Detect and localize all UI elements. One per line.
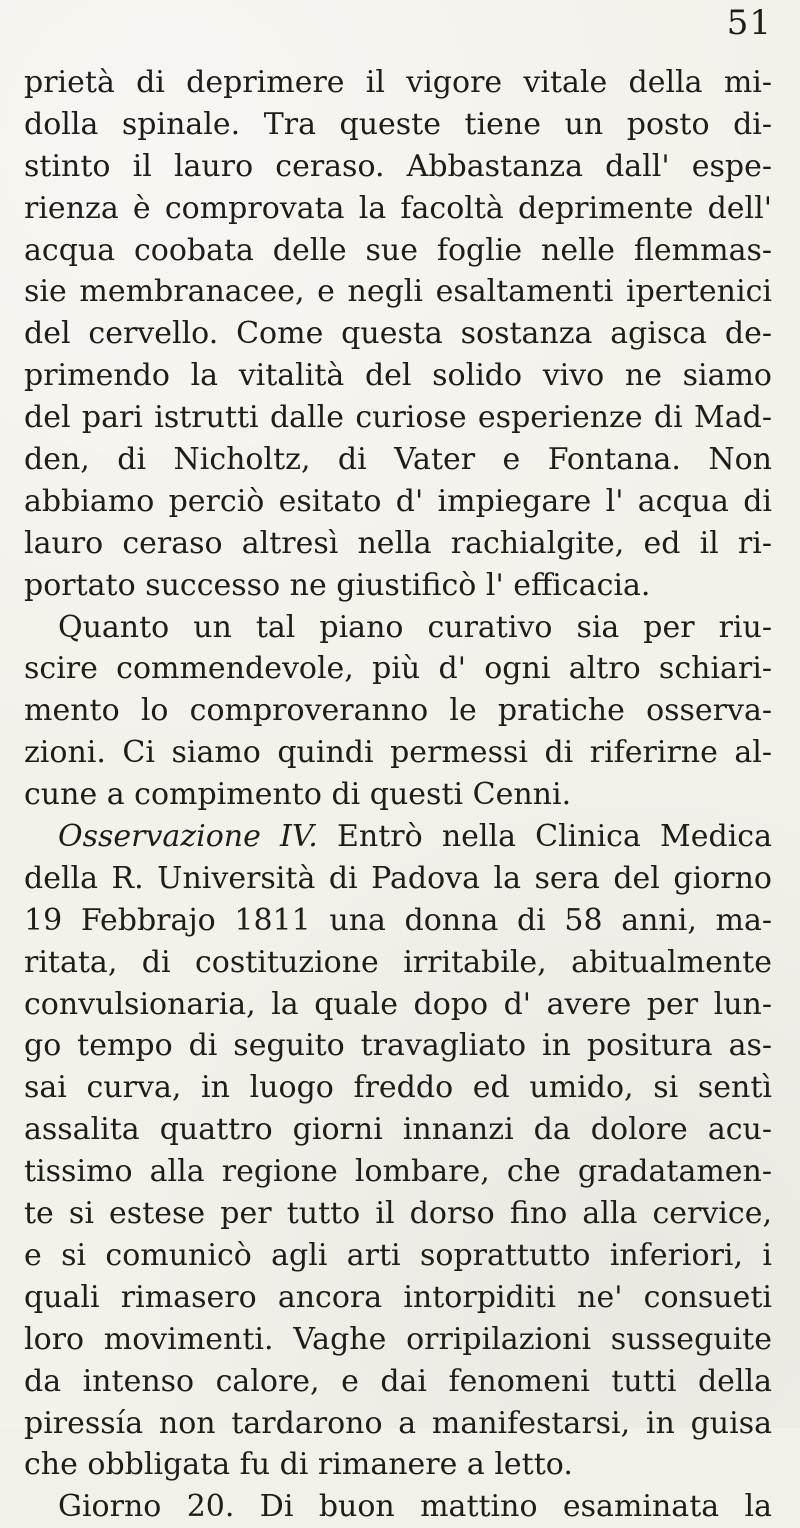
- text-line: piressía non tardarono a manifestarsi, in guisa: [24, 1405, 772, 1441]
- text-line: quali rimasero ancora intorpiditi ne' consueti: [24, 1279, 772, 1315]
- text-line: prietà di deprimere il vigore vitale della mi-: [24, 65, 772, 100]
- text-line: del cervello. Come questa sostanza agisca de-: [24, 316, 772, 352]
- text-line: 19 Febbrajo 1811 una donna di 58 anni, ma-: [24, 902, 772, 938]
- text-line: te si estese per tutto il dorso fino alla cervice,: [24, 1196, 772, 1232]
- observation-label: Osservazione IV.: [58, 819, 318, 855]
- text-line: sie membranacee, e negli esaltamenti ipertenici: [24, 274, 772, 310]
- text-line: Quanto un tal piano curativo sia per riu-: [58, 609, 772, 645]
- text-line: abbiamo perciò esitato d' impiegare l' acqua di: [24, 483, 772, 519]
- text-line: go tempo di seguito travagliato in positura as-: [24, 1028, 772, 1064]
- text-line: den, di Nicholtz, di Vater e Fontana. Non: [24, 442, 772, 478]
- page-number: 51: [726, 3, 772, 43]
- text-line: rienza è comprovata la facoltà deprimente dell': [24, 190, 772, 226]
- text-line: stinto il lauro ceraso. Abbastanza dall' espe-: [24, 148, 772, 184]
- text-line: sai curva, in luogo freddo ed umido, si sentì: [24, 1070, 772, 1106]
- text-line: dolla spinale. Tra queste tiene un posto di-: [24, 106, 772, 142]
- text-line: assalita quattro giorni innanzi da dolore acu-: [24, 1112, 772, 1148]
- text-line: lauro ceraso altresì nella rachialgite, ed il ri-: [24, 525, 772, 561]
- text-line: loro movimenti. Vaghe orripilazioni susseguite: [24, 1321, 772, 1357]
- text-line: scire commendevole, più d' ogni altro schiari-: [24, 651, 772, 687]
- text-line: acqua coobata delle sue foglie nelle flemmas-: [24, 232, 772, 268]
- observation-line: [24, 816, 772, 858]
- text-line: da intenso calore, e dai fenomeni tutti della: [24, 1363, 772, 1399]
- text-line: che obbligata fu di rimanere a letto.: [24, 1447, 573, 1483]
- text-line: tissimo alla regione lombare, che gradatamen-: [24, 1154, 772, 1190]
- text-line: ritata, di costituzione irritabile, abitualmente: [24, 944, 772, 980]
- text-line: del pari istrutti dalle curiose esperienze di Mad-: [24, 400, 772, 436]
- text-line: cune a compimento di questi Cenni.: [24, 777, 572, 813]
- text-line: primendo la vitalità del solido vivo ne siamo: [24, 358, 772, 394]
- text-line: mento lo comproveranno le pratiche osserva-: [24, 693, 772, 729]
- observation-text: Entrò nella Clinica Medica: [336, 819, 772, 855]
- text-line: portato successo ne giustificò l' efficacia.: [24, 567, 651, 603]
- text-line: della R. Università di Padova la sera del giorno: [24, 860, 772, 896]
- text-line: e si comunicò agli arti soprattutto inferiori, i: [24, 1237, 772, 1273]
- text-line: Giorno 20. Di buon mattino esaminata la: [58, 1489, 772, 1525]
- body-text: [24, 62, 772, 1528]
- text-line: zioni. Ci siamo quindi permessi di riferirne al-: [24, 735, 772, 771]
- text-line: convulsionaria, la quale dopo d' avere per lun-: [24, 986, 772, 1022]
